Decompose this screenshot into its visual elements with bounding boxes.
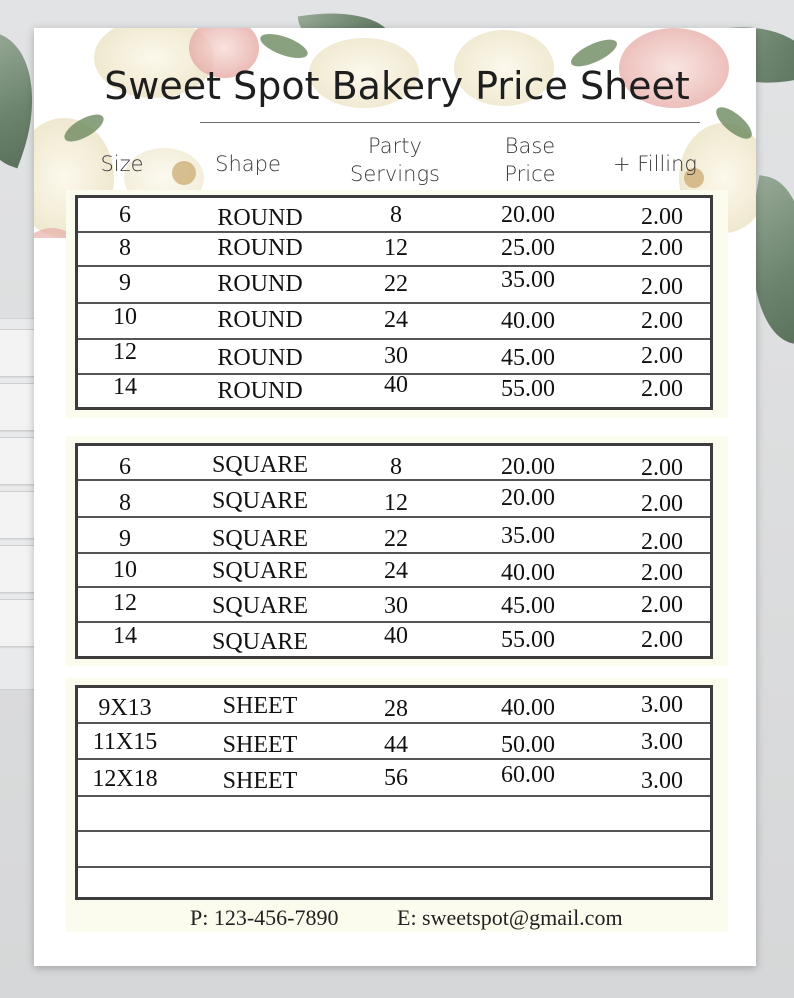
size-cell: 8 [119, 490, 131, 516]
table-row [78, 304, 710, 340]
size-cell: 10 [113, 304, 137, 330]
base-price-cell: 40.00 [501, 308, 555, 334]
size-cell: 8 [119, 235, 131, 261]
header-price [480, 132, 580, 188]
filling-price-cell: 2.00 [641, 627, 683, 653]
size-cell: 9 [119, 526, 131, 552]
table-row-empty [78, 832, 710, 868]
servings-cell: 28 [384, 696, 408, 722]
header-servings-line2: Servings [350, 162, 440, 186]
base-price-cell: 40.00 [501, 560, 555, 586]
size-cell: 11X15 [92, 729, 158, 755]
header-price-line2: Price [504, 162, 556, 186]
size-cell: 6 [119, 202, 131, 228]
table-row [78, 372, 710, 411]
header-filling: + Filling [612, 152, 698, 176]
servings-cell: 56 [384, 765, 408, 791]
shape-cell: SQUARE [211, 452, 308, 478]
size-cell: 12 [113, 339, 137, 365]
servings-cell: 12 [384, 235, 408, 261]
shape-cell: ROUND [217, 205, 303, 231]
shape-cell: SHEET [222, 768, 298, 794]
base-price-cell: 20.00 [501, 202, 555, 228]
footer-phone: P: 123-456-7890 [190, 905, 339, 930]
table-row [78, 589, 710, 625]
shape-cell: ROUND [217, 345, 303, 371]
header-servings [340, 132, 450, 188]
shape-cell: SHEET [222, 693, 298, 719]
table-row [78, 725, 710, 761]
table-row [78, 340, 710, 376]
servings-cell: 8 [390, 454, 402, 480]
size-cell: 9X13 [98, 695, 152, 721]
base-price-cell: 25.00 [501, 235, 555, 261]
base-price-cell: 55.00 [501, 376, 555, 402]
square-cakes-table [75, 443, 713, 659]
servings-cell: 24 [384, 558, 408, 584]
filling-price-cell: 3.00 [641, 729, 683, 755]
size-cell: 14 [113, 374, 137, 400]
filling-price-cell: 2.00 [641, 529, 683, 555]
filling-price-cell: 2.00 [641, 343, 683, 369]
table-row-empty [78, 868, 710, 904]
table-row [78, 200, 710, 236]
size-cell: 14 [113, 623, 137, 649]
base-price-cell: 50.00 [501, 732, 555, 758]
round-cakes-table [75, 195, 713, 410]
footer-email: E: sweetspot@gmail.com [397, 905, 623, 930]
shape-cell: SHEET [222, 732, 298, 758]
base-price-cell: 60.00 [501, 762, 555, 788]
servings-cell: 8 [390, 202, 402, 228]
table-row [78, 691, 710, 727]
servings-cell: 12 [384, 490, 408, 516]
size-cell: 12 [113, 590, 137, 616]
filling-price-cell: 3.00 [641, 692, 683, 718]
shape-cell: ROUND [217, 378, 303, 404]
servings-cell: 44 [384, 732, 408, 758]
base-price-cell: 40.00 [501, 695, 555, 721]
shape-cell: ROUND [217, 307, 303, 333]
shape-cell: ROUND [217, 235, 303, 261]
servings-cell: 30 [384, 343, 408, 369]
shape-cell: SQUARE [211, 526, 308, 552]
table-row [78, 233, 710, 269]
base-price-cell: 45.00 [501, 345, 555, 371]
table-row [78, 555, 710, 591]
filling-price-cell: 2.00 [641, 235, 683, 261]
filling-price-cell: 2.00 [641, 308, 683, 334]
header-servings-line1: Party [368, 134, 422, 158]
table-row [78, 624, 710, 660]
filling-price-cell: 2.00 [641, 560, 683, 586]
shape-cell: SQUARE [211, 488, 308, 514]
filling-price-cell: 2.00 [641, 274, 683, 300]
table-row-empty [78, 797, 710, 833]
servings-cell: 30 [384, 593, 408, 619]
filling-price-cell: 2.00 [641, 592, 683, 618]
page-title: Sweet Spot Bakery Price Sheet [104, 64, 690, 108]
servings-cell: 24 [384, 307, 408, 333]
base-price-cell: 35.00 [501, 523, 555, 549]
shape-cell: SQUARE [211, 629, 308, 655]
shape-cell: ROUND [217, 271, 303, 297]
header-price-line1: Base [504, 134, 556, 158]
table-row [78, 482, 710, 518]
filling-price-cell: 2.00 [641, 376, 683, 402]
table-row [78, 268, 710, 304]
base-price-cell: 35.00 [501, 267, 555, 293]
table-row [78, 448, 710, 484]
size-cell: 6 [119, 454, 131, 480]
base-price-cell: 55.00 [501, 627, 555, 653]
size-cell: 9 [119, 270, 131, 296]
title-divider [200, 122, 700, 123]
header-shape: Shape [215, 152, 281, 176]
servings-cell: 40 [384, 372, 408, 398]
filling-price-cell: 3.00 [641, 768, 683, 794]
table-row [78, 519, 710, 555]
shape-cell: SQUARE [211, 558, 308, 584]
base-price-cell: 20.00 [501, 454, 555, 480]
size-cell: 10 [113, 557, 137, 583]
filling-price-cell: 2.00 [641, 204, 683, 230]
base-price-cell: 20.00 [501, 485, 555, 511]
servings-cell: 22 [384, 526, 408, 552]
base-price-cell: 45.00 [501, 593, 555, 619]
servings-cell: 40 [384, 623, 408, 649]
sheet-cakes-table [75, 685, 713, 900]
table-row [78, 761, 710, 797]
header-size: Size [100, 152, 144, 176]
servings-cell: 22 [384, 271, 408, 297]
shape-cell: SQUARE [211, 593, 308, 619]
filling-price-cell: 2.00 [641, 491, 683, 517]
size-cell: 12X18 [92, 766, 158, 792]
filling-price-cell: 2.00 [641, 455, 683, 481]
